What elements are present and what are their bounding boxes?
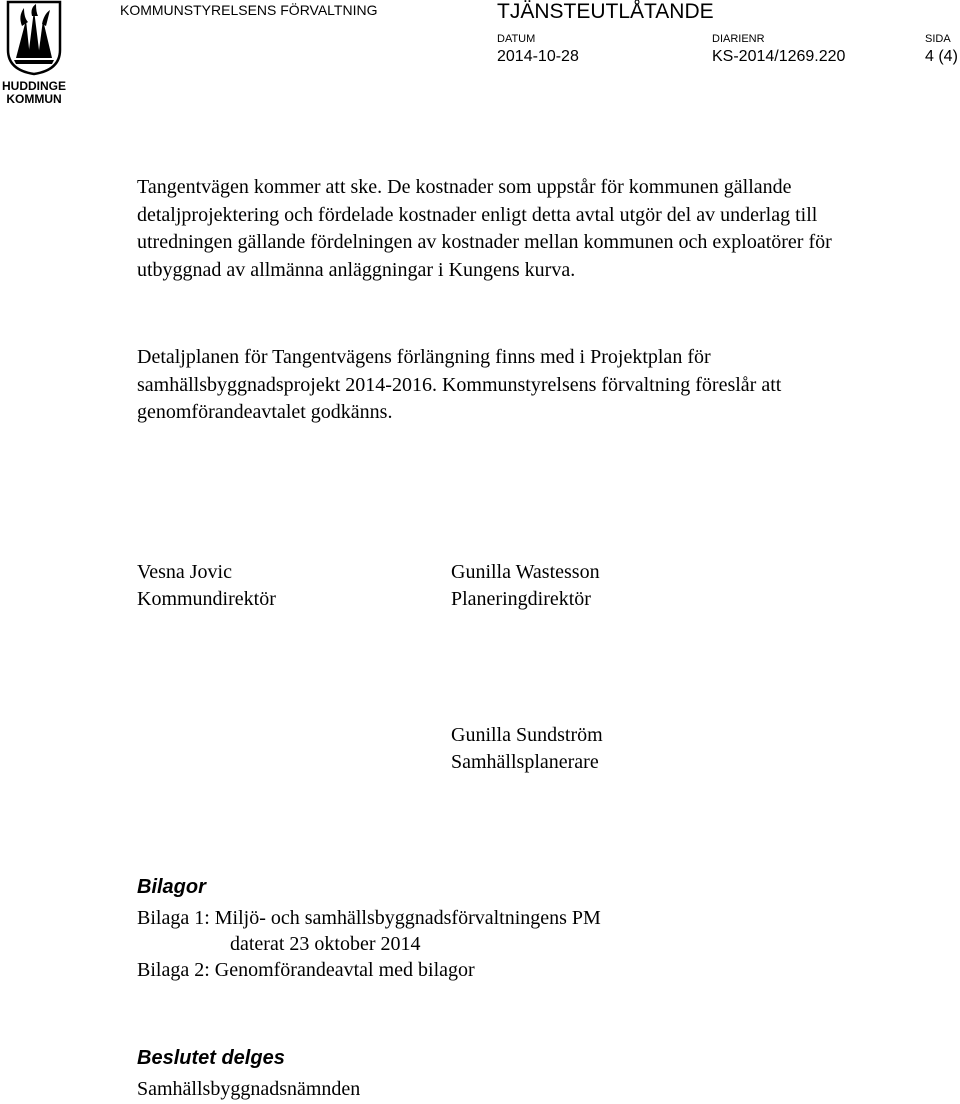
- coat-of-arms-icon: [6, 0, 62, 76]
- logo-text-huddinge: HUDDINGE: [1, 79, 66, 93]
- distribution-heading: Beslutet delges: [137, 1047, 285, 1069]
- logo-text-kommun: KOMMUN: [6, 92, 62, 106]
- date-label: DATUM: [497, 33, 536, 45]
- signatory-name: Gunilla Wastesson: [451, 561, 600, 583]
- body-paragraph-1: Tangentvägen kommer att ske. De kostnader som uppstår för kommunen gällande detaljprojektering och fördelade kostnader enligt detta avtal utgör del av underlag till utredningen gällande fördelningen av kostnader mellan kommunen och exploatörer för utbyggnad av allmänna anläggningar i Kungens kurva.: [137, 176, 832, 281]
- page-label: SIDA: [925, 33, 951, 45]
- attachment-item-1: Bilaga 1: Miljö- och samhällsbyggnadsförvaltningens PM: [137, 907, 601, 929]
- organization-name: KOMMUNSTYRELSENS FÖRVALTNING: [120, 2, 378, 18]
- page-value: 4 (4): [925, 48, 958, 65]
- signatory-title: Planeringdirektör: [451, 588, 591, 610]
- date-value: 2014-10-28: [497, 48, 579, 65]
- document-type: TJÄNSTEUTLÅTANDE: [497, 0, 714, 23]
- signatory-title: Samhällsplanerare: [451, 751, 599, 773]
- attachment-item-1-continued: daterat 23 oktober 2014: [230, 933, 421, 955]
- signatory-name: Gunilla Sundström: [451, 724, 603, 746]
- attachment-item-2: Bilaga 2: Genomförandeavtal med bilagor: [137, 959, 475, 981]
- signature-block-1: [137, 559, 276, 613]
- signatory-name: Vesna Jovic: [137, 561, 232, 583]
- diary-label: DIARIENR: [712, 33, 765, 45]
- signatory-title: Kommundirektör: [137, 588, 276, 610]
- diary-value: KS-2014/1269.220: [712, 48, 846, 65]
- signature-block-2: [451, 559, 600, 613]
- distribution-recipient: Samhällsbyggnadsnämnden: [137, 1078, 361, 1100]
- attachments-heading: Bilagor: [137, 876, 206, 898]
- signature-block-3: [451, 722, 603, 776]
- huddinge-logo: [0, 0, 68, 108]
- body-paragraph-2: Detaljplanen för Tangentvägens förlängning finns med i Projektplan för samhällsbyggnadsprojekt 2014-2016. Kommunstyrelsens förvaltning föreslår att genomförandeavtalet godkänns.: [137, 346, 782, 423]
